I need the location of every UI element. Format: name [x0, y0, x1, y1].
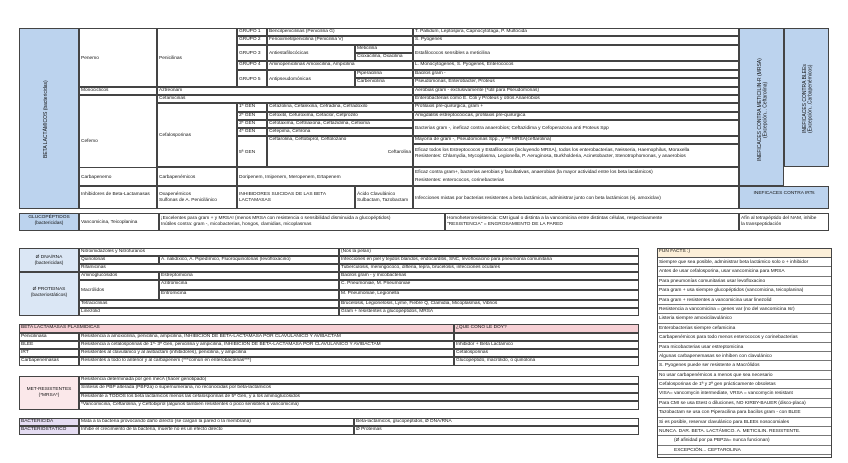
gen-3-drug: Cefotaxima, Ceftriaxona, Ceftazidima, Cefixima — [267, 120, 413, 128]
group-1-spec: T. Pallidum, Leptospira, Capnocytofaga, P. Multocida — [413, 28, 739, 36]
group-2-drug: Fenoximetilpenicilina (Penicilina V) — [267, 36, 413, 45]
group-1: GRUPO 1 — [237, 28, 267, 36]
group-5-drug: Antipseudomónicas — [267, 70, 355, 87]
aztreonam-cell: Aztreonam — [157, 87, 413, 95]
gen-1-spec: Profilaxis pre-quirúrgica, gram + — [413, 103, 739, 112]
met-row-2: Síntesis de PBP alterada (PBP2a) o supernumeraria, no reconocidas por beta-lactámicos — [79, 384, 639, 393]
prot-row-2-sub: Azitromicina — [159, 280, 339, 290]
irt-label-cell: INEFICACES CONTRA IRTs — [739, 186, 829, 209]
ceftarolina-spec: Eficaz todos los Estreptococos y Estafilococos (incluyendo MRSA), todos los enterobacterias, Neisseria, Haemophilus, Moraxella Resistentes: Chlamydia, Mycoplasma, Legionella, P. Aeruginosa, Burkholderia, Acinetobacter, Stenotrophomonas, y anaerobios — [413, 144, 739, 167]
dna-row-2-drug: Quinolonas — [79, 256, 159, 264]
gen-1: 1ª GEN — [237, 103, 267, 112]
fun-fact-item: Enterobacterias siempre cefamicina — [658, 324, 831, 333]
fun-fact-item: Para gram + usa siempre glucopéptidos (vancomicina, teicoplanina) — [658, 286, 831, 295]
group-3-sub-2: Cloxacilina, Oxacilina — [355, 53, 413, 61]
ceftarolina-label: Ceftarolina — [387, 150, 411, 155]
inhibidores-list: Oxapenémicos Sulfonas de A. Penicilánico — [157, 186, 237, 209]
monociclicos-cell: Monociclicos — [79, 87, 157, 95]
group-5-spec-1: Bacilos gram - — [413, 70, 739, 78]
prot-row-5-spec: Gram + resistentes a glucopéptidos, MRSA — [339, 308, 639, 316]
glyco-spec: ¡Excelentes para gram + y MRSA! (menos MRSA con resistencia o sensibilidad disminuida a glucopéptidos) Inútiles contra: gram -, micobacterias, hongos, clamidias, micoplasmas — [159, 213, 445, 231]
plasm-table — [19, 324, 639, 366]
carbapenemo-cell: Carbapenemo — [79, 167, 157, 186]
fun-fact-item: VISA= vancomycin intermediate, VRSA = vancomycin resistant — [658, 389, 831, 398]
fun-fact-item: (Ø afinidad por pa PBP2a= nunca funcionan) — [658, 436, 831, 445]
dna-row-2-sub: A. nalidíxico, A. Pipedímico, Fluoroquinolonas (levofloxacino) — [159, 256, 339, 264]
cefalosporinas-cell: Cefalosporinas — [157, 103, 237, 167]
prot-row-1-spec: Bacilos gram - y micobacterias — [339, 272, 639, 280]
betalactam-side-label: BETA LACTÁMICOS (bactericidas) — [19, 28, 79, 209]
met-table — [19, 376, 639, 410]
plasm-row-4-key: Carbapenemasas — [19, 357, 79, 366]
betalactam-table — [19, 28, 829, 209]
prot-row-1-sub: Estreptomicina — [159, 272, 339, 280]
dna-row-2-spec: Infecciones en piel y tejidos blandos, endocarditis, SNC, levofloxacino para pneumonía comunitaria — [339, 256, 639, 264]
cefemo-cell: Cefemo — [79, 95, 157, 186]
fun-fact-item: NUNCA. DAR. BETA. LACTÁMICO. A. METICILIN. RESISTENTE. — [658, 427, 831, 436]
prot-row-2-spec: C. Pneumoniae, M. Pneumoniae — [339, 280, 639, 290]
glyco-label: GLUCOPÉPTIDOS (bactericidas) — [19, 213, 79, 231]
prot-label: Ø PROTEINAS (bacteriostáticos) — [19, 272, 79, 316]
glyco-row — [19, 213, 829, 231]
group-2: GRUPO 2 — [237, 36, 267, 45]
fun-fact-item: Si es posible, reservar clavulánico para BLEEs nosocomiales — [658, 418, 831, 427]
dna-row-1-drug: Nitroimidazoles y Nitrofuranos — [79, 248, 339, 256]
prot-row-3-sub: Eritromicina — [159, 290, 339, 300]
group-5-spec-2: Pseudomonas, Enterobacter, Proteus — [413, 78, 739, 87]
group-4-spec: L. Monocytogenes, S. Pyogenes, Enterococos — [413, 61, 739, 70]
glyco-note: Afín al tetrapéptido del NAM, inhibe la transpeptidación — [739, 213, 829, 231]
plasm-row-4-val: Resistentes a todo lo anterior y al carbapenem (***común en enterobacterias***) — [79, 357, 454, 366]
bottom-row-1-answer: Beta-lactámicos, glucopéptidos, Ø DNA/RNA — [354, 418, 639, 426]
cefamicinas-spec: Enterobacterias como E. Coli y Proteus y otros Anaerobios — [413, 95, 739, 103]
group-1-drug: Bencilpenicilinas (Penicilina G) — [267, 28, 413, 36]
plasm-title: BETA LACTAMASAS PLASMÍDICAS — [19, 324, 454, 333]
blee-label-cell: INEFICACES CONTRA BLEEs (Excepción...Carbapenémicos) — [784, 28, 829, 167]
prot-row-5-drug: Linezolid — [79, 308, 339, 316]
aztreonam-spec: Aerobias gram - exclusivamente (*útil para Pseudomonas) — [413, 87, 739, 95]
inhibidores-cell: Inhibidores de Beta-Lactamasas — [79, 186, 157, 209]
gen-5-spec: Mayoría de gram -, Pseudomonas Spp., y *** MRSA(ceftarolina) — [413, 136, 739, 144]
carbapenemicos-spec: Eficaz contra gram+, bacterias aerobias y facultativas, anaerobias (la mayor actividad entre los beta lactámicos) Resistentes: enterococos, corinebacterias — [413, 167, 739, 186]
group-5-sub-2: Carbenicilina — [355, 78, 413, 87]
fun-fact-item: Antes de usar cefalosporina, usar vancomicina para MRSA — [658, 267, 831, 276]
fun-fact-item: Para micobacterias usar estreptomicina — [658, 343, 831, 352]
dna-prot-table — [19, 248, 639, 316]
fun-fact-item: Resistencia a vancomicina = genes var (no del vancomicina Isr) — [658, 305, 831, 314]
prot-row-2-drug: Macrólidos — [79, 280, 159, 300]
fun-fact-item: Cefalosporinas de 1ª y 2ª gen prácticamente obsoletas — [658, 380, 831, 389]
fun-facts-list — [658, 258, 831, 455]
dna-row-3-spec: Tuberculosis, meningococo, difteria, lepra, brucelosis, infecciones oculares — [339, 264, 639, 272]
plasm-row-2-key: BLEE — [19, 341, 79, 349]
plasm-row-3-key: IRT — [19, 349, 79, 357]
met-row-3: Resistente a TODOS los beta lactámicos menos las cefalosporinas de 5ª Gen, y a los aminoglucósidos — [79, 393, 639, 401]
glyco-hetero: Homoheteroresistencia: CMI igual o distinta a la vancomicina entre distintas células, respectivamente "RESISTENCIA" = ENGROSAMIENTO DE LA PARED — [445, 213, 739, 231]
plasm-row-3-val: Resistentes al clavulánico y al avibactam (inhibidores), penicilina, y ampicilina — [79, 349, 454, 357]
group-2-spec: S. Pyogenes — [413, 36, 739, 45]
glyco-drugs: Vancomicina, Teicoplanina — [79, 213, 159, 231]
fun-fact-item: Siempre que sea posible, administrar beta lactámico solo o + inhibidor — [658, 258, 831, 267]
gen-2: 2ª GEN — [237, 112, 267, 120]
group-3-spec: Estafilococos sensibles a meticilina — [413, 45, 739, 61]
carbapenemicos-drugs: Doripenem, Imipenem, Meropenem, Ertapenem — [237, 167, 413, 186]
gen-5: 5ª GEN — [237, 136, 267, 167]
penemo-cell: Penemo — [79, 28, 157, 87]
gen-2-drug: Cefoxitil, Cefuroxima, Cefaclor, Cefprozilo — [267, 112, 413, 120]
prot-row-4-drug: Tetraciclinas — [79, 300, 339, 308]
plasm-row-1-key: Penicilinasa — [19, 333, 79, 341]
bottom-row-1-key: BACTERICIDA — [19, 418, 79, 426]
group-3-drug: Antiestafilocócicas — [267, 45, 355, 61]
plasm-row-3-answer: Cefalosporinas — [454, 349, 639, 357]
met-row-4: *Vancomicina, Ceftarolina, y Ceftobiprol (algunos también resistentes o poco sensibles a vancomicina) — [79, 401, 639, 410]
group-4: GRUPO 4 — [237, 61, 267, 70]
met-row-1: Resistencia determinada por gen mecA (hacer genotipado) — [79, 376, 639, 384]
fun-fact-item: No usar carbapenémicos a menos que sea necesario — [658, 371, 831, 380]
prot-row-1-drug: Aminoglucósidos — [79, 272, 159, 280]
gen-4-drug: Cefepima, Cefirona — [267, 128, 413, 136]
fun-fact-item: Para CMI se usa Etest o diluciones, NO KIRBY-BAUER (disco-placa) — [658, 399, 831, 408]
group-5-sub-1: Piperacilina — [355, 70, 413, 78]
inhibidores-spec: Infecciones mixtas por bacterias resistentes a beta lactámicos, administrar junto con beta lactámicos (ej. amoxiclav) — [413, 186, 739, 209]
inhibidores-drugs: Ácido Clavulánico Sulbactam, Tazobactam — [355, 186, 413, 209]
gen-3-spec: Bacterias gram -, ineficaz contra anaerobios; Ceftazidima y Cefoperazona anti Proteus Spp — [413, 120, 739, 136]
prot-row-4-spec: Brucelosis, Legionelosis, Lyme, Fiebre Q, Clamidia, Micoplasmas, Vibrios — [339, 300, 639, 308]
penicilinas-cell: Penicilinas — [157, 28, 237, 87]
fun-fact-item: Para gram + resistentes a vancomicina usar linezolid — [658, 296, 831, 305]
carbapenemicos-cell: Carbapenémicos — [157, 167, 237, 186]
fun-fact-item: S. Pyogenes puede ser resistente a Macrólidos — [658, 361, 831, 370]
gen-3: 3ª GEN — [237, 120, 267, 128]
plasm-row-1-val: Resistencia a amoxicilina, penicilina, ampicilina, INHIBICIÓN DE BETA-LACTAMASA POR CLAVULÁNICO Y AVIBACTAM — [79, 333, 454, 341]
group-5: GRUPO 5 — [237, 70, 267, 87]
group-3-sub-1: Meticilina — [355, 45, 413, 53]
prot-row-3-spec: M. Pneumoniae, Legionella — [339, 290, 639, 300]
dna-row-3-drug: Rifamicinas — [79, 264, 339, 272]
inhibidores-title: INHIBIDORES SUICIDAS DE LAS BETA LACTAMASAS — [237, 186, 355, 209]
bottom-table — [19, 418, 639, 435]
group-3: GRUPO 3 — [237, 45, 267, 61]
bottom-row-1-val: Mata a la bacteria provocando daño directo (se cargan la pared o la membrana) — [79, 418, 354, 426]
gen-2-spec: Amigdalitis estreptocócicas, profilaxis pre-quirúrgica — [413, 112, 739, 120]
plasm-question: ¿QUE COÑO LE DOY? — [454, 324, 639, 333]
bottom-row-2-answer: Ø Proteínas — [354, 426, 639, 435]
cefamicinas-cell: Cefamicinas — [157, 95, 413, 103]
fun-fact-item: Listeria siempre amoxicilavulánico — [658, 314, 831, 323]
group-4-drug: Aminopenicilinas Amoxicilina, Ampicilina — [267, 61, 413, 70]
plasm-row-2-val: Resistencia a cefalosporinas de 1ª- 3ª Gen, penicilina y ampicilina, INHIBICIÓN DE BETA-LACTAMASA POR CLAVULÁNICO Y AVIBACTAM — [79, 341, 454, 349]
fun-fact-item: Para pneumonías comunitarias usar levofloxacino — [658, 277, 831, 286]
fun-facts-title: FUN FACTS :) — [658, 249, 831, 258]
fun-fact-item: EXCEPCIÓN... CEFTAROLINA — [658, 446, 831, 455]
gen-1-drug: Cefazolina, Cefalexina, Cefradina, Cefradoxilo — [267, 103, 413, 112]
plasm-row-2-answer: Inhibidor + Beta Lactámico — [454, 341, 639, 349]
bottom-row-2-key: BACTERIOSTÁTICO — [19, 426, 79, 435]
met-label: MET-RESISTENTES (*MRSA*) — [19, 376, 79, 410]
fun-fact-item: Tazobactam se usa con Piperacilina para bacilos gram - con BLEE — [658, 408, 831, 417]
plasm-row-1-answer — [454, 333, 639, 341]
gen-5-drug: Ceftarolina, Ceftobiprol, Ceftolozano Ceftarolina — [267, 136, 413, 167]
plasm-row-4-answer: Glucopéptido, macrólido, o quinolona — [454, 357, 639, 366]
dna-label: Ø DNA/RNA (bactericidas) — [19, 248, 79, 272]
bottom-row-2-val: Inhibe el crecimiento de la bacteria, muerte no es un efecto directo — [79, 426, 354, 435]
fun-facts-panel — [657, 248, 832, 458]
dna-row-1-spec: (Nos la pelan) — [339, 248, 639, 256]
fun-fact-item: Carbapenémicos para todo menos enterococos y corinebacterias — [658, 333, 831, 342]
fun-fact-item: Algunas carbapenemasas se inhiben con clavulánico — [658, 352, 831, 361]
gen-4: 4ª GEN — [237, 128, 267, 136]
mrsa-label-cell: INEFICACES CONTRA METICILIN-R (MRSA) (Excepción... Ceftarolina) — [739, 28, 784, 186]
